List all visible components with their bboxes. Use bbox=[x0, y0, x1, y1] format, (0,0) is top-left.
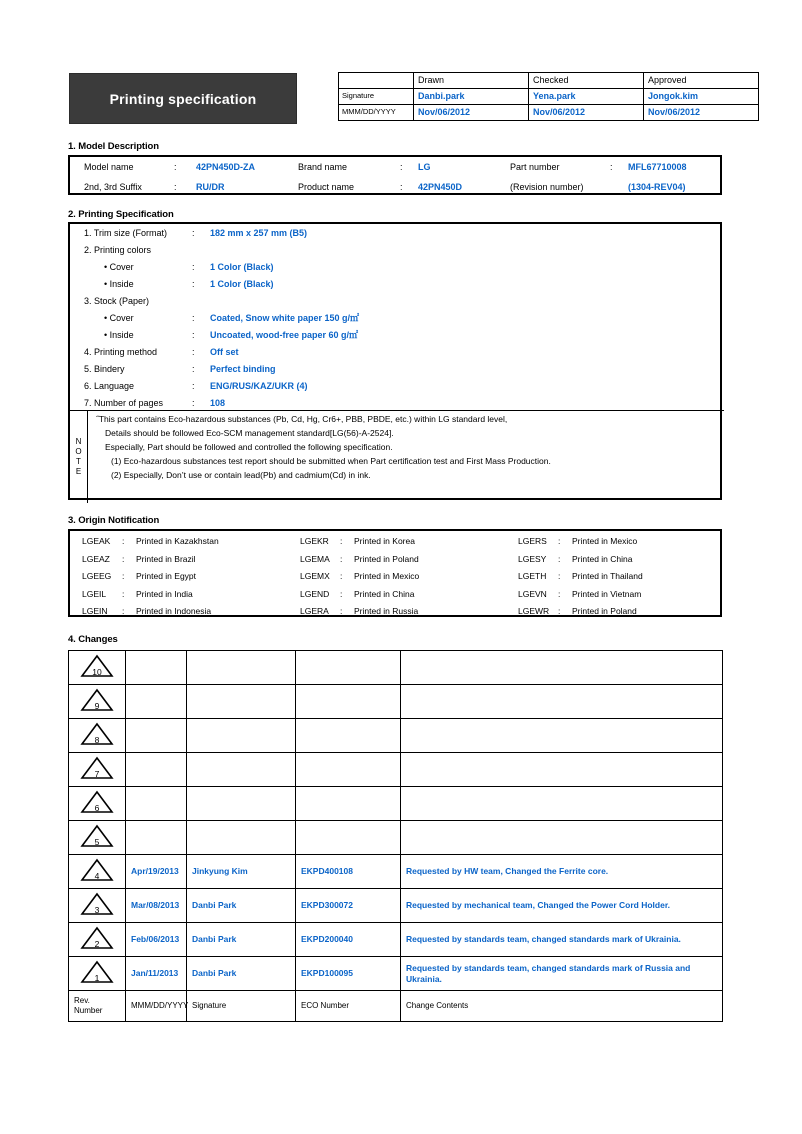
table-row bbox=[69, 855, 723, 889]
spec-label: 1. Trim size (Format) bbox=[84, 227, 168, 238]
spec-row bbox=[70, 241, 724, 258]
section-heading-origin-notification: 3. Origin Notification bbox=[68, 515, 160, 526]
origin-code: LGEEG bbox=[82, 571, 112, 581]
spec-value: Perfect binding bbox=[210, 363, 276, 374]
revision-number: 7 bbox=[94, 768, 100, 779]
origin-entry bbox=[506, 532, 724, 550]
changes-cell-signature bbox=[187, 753, 296, 787]
changes-cell-contents: Requested by standards team, changed standards mark of Russia and Ukrainia. bbox=[401, 957, 723, 991]
table-row bbox=[69, 923, 723, 957]
changes-cell-rev bbox=[69, 957, 126, 991]
origin-code: LGEIL bbox=[82, 588, 107, 599]
origin-code: LGEAK bbox=[82, 536, 111, 546]
changes-footer-row bbox=[69, 991, 723, 1022]
changes-cell-rev bbox=[69, 855, 126, 889]
origin-entry bbox=[288, 567, 506, 585]
changes-cell-eco: EKPD200040 bbox=[296, 923, 401, 957]
model-field-value: RU/DR bbox=[196, 182, 225, 192]
origin-text: Printed in Mexico bbox=[354, 571, 420, 581]
spec-colon: : bbox=[192, 346, 195, 357]
revision-number: 5 bbox=[94, 836, 100, 847]
note-text-body bbox=[88, 411, 724, 503]
changes-cell-signature: Jinkyung Kim bbox=[187, 855, 296, 889]
changes-cell-date bbox=[126, 651, 187, 685]
origin-colon: : bbox=[340, 553, 343, 564]
signature-value: Nov/06/2012 bbox=[529, 105, 644, 121]
changes-cell-rev bbox=[69, 651, 126, 685]
model-field-value: (1304-REV04) bbox=[628, 182, 686, 192]
revision-triangle-icon bbox=[80, 824, 114, 848]
origin-code: LGEMX bbox=[300, 571, 330, 581]
signature-column-header: Drawn bbox=[414, 73, 529, 89]
origin-text: Printed in Brazil bbox=[136, 553, 196, 564]
printing-specification-list bbox=[70, 224, 724, 411]
changes-cell-contents bbox=[401, 685, 723, 719]
revision-triangle-icon bbox=[80, 790, 114, 814]
changes-cell-signature bbox=[187, 787, 296, 821]
origin-entry bbox=[506, 602, 724, 620]
origin-code: LGEND bbox=[300, 588, 330, 599]
origin-code: LGETH bbox=[518, 571, 547, 581]
changes-cell-rev bbox=[69, 719, 126, 753]
section-heading-model-description: 1. Model Description bbox=[68, 141, 159, 152]
origin-entry bbox=[70, 550, 288, 568]
model-field-label: 2nd, 3rd Suffix bbox=[84, 182, 142, 192]
origin-text: Printed in Kazakhstan bbox=[136, 536, 219, 546]
spec-colon: : bbox=[192, 278, 195, 289]
table-row bbox=[69, 889, 723, 923]
spec-label: 3. Stock (Paper) bbox=[84, 295, 150, 306]
spec-label: • Cover bbox=[104, 312, 134, 323]
revision-number: 4 bbox=[94, 870, 100, 881]
spec-value: Off set bbox=[210, 346, 239, 357]
model-field-value: 42PN450D-ZA bbox=[196, 162, 256, 172]
note-line: (2) Especially, Don’t use or contain lead(Pb) and cadmium(Cd) in ink. bbox=[111, 469, 371, 480]
table-row bbox=[69, 787, 723, 821]
spec-colon: : bbox=[192, 329, 195, 340]
revision-number: 6 bbox=[94, 802, 100, 813]
changes-cell-eco bbox=[296, 787, 401, 821]
changes-cell-rev bbox=[69, 685, 126, 719]
changes-cell-contents bbox=[401, 719, 723, 753]
revision-triangle-icon bbox=[80, 654, 114, 678]
model-field-label: Brand name bbox=[298, 162, 348, 172]
origin-colon: : bbox=[340, 536, 343, 546]
revision-triangle-icon bbox=[80, 858, 114, 882]
origin-entry bbox=[70, 567, 288, 585]
page-title: Printing specification bbox=[109, 90, 257, 107]
signature-column-header bbox=[339, 73, 414, 89]
changes-cell-eco: EKPD300072 bbox=[296, 889, 401, 923]
changes-cell-signature bbox=[187, 685, 296, 719]
signature-row-label: Signature bbox=[339, 89, 414, 105]
table-row bbox=[69, 753, 723, 787]
signature-row bbox=[339, 105, 759, 121]
spec-colon: : bbox=[192, 227, 195, 238]
revision-triangle-icon bbox=[80, 756, 114, 780]
changes-cell-eco bbox=[296, 685, 401, 719]
origin-text: Printed in Vietnam bbox=[572, 588, 642, 599]
spec-label: 7. Number of pages bbox=[84, 397, 164, 408]
origin-text: Printed in China bbox=[354, 588, 415, 599]
note-label-letter: N bbox=[75, 437, 82, 446]
changes-footer-contents: Change Contents bbox=[401, 991, 723, 1022]
note-line: Details should be followed Eco-SCM management standard[LG(56)-A-2524]. bbox=[105, 427, 394, 438]
revision-triangle-icon bbox=[80, 926, 114, 950]
changes-cell-eco bbox=[296, 651, 401, 685]
changes-cell-contents: Requested by HW team, Changed the Ferrite core. bbox=[401, 855, 723, 889]
spec-row bbox=[70, 394, 724, 411]
spec-label: • Cover bbox=[104, 261, 134, 272]
document-title-banner bbox=[70, 74, 296, 123]
spec-label: 2. Printing colors bbox=[84, 244, 152, 255]
spec-colon: : bbox=[192, 363, 195, 374]
note-label-letter: E bbox=[75, 467, 82, 476]
table-row bbox=[69, 651, 723, 685]
signature-value: Nov/06/2012 bbox=[644, 105, 759, 121]
spec-value: 1 Color (Black) bbox=[210, 261, 274, 272]
origin-text: Printed in Thailand bbox=[572, 571, 643, 581]
origin-colon: : bbox=[558, 588, 561, 599]
origin-entry bbox=[288, 532, 506, 550]
origin-text: Printed in China bbox=[572, 553, 633, 564]
changes-cell-eco: EKPD100095 bbox=[296, 957, 401, 991]
model-field-colon: : bbox=[610, 162, 613, 172]
signature-column-header: Checked bbox=[529, 73, 644, 89]
changes-cell-signature: Danbi Park bbox=[187, 957, 296, 991]
note-line: ˝This part contains Eco-hazardous substances (Pb, Cd, Hg, Cr6+, PBB, PBDE, etc.) within LG standard level, bbox=[96, 414, 508, 424]
origin-colon: : bbox=[122, 606, 125, 616]
origin-colon: : bbox=[558, 553, 561, 564]
changes-cell-rev bbox=[69, 753, 126, 787]
origin-entry bbox=[70, 602, 288, 620]
spec-row bbox=[70, 292, 724, 309]
origin-text: Printed in Poland bbox=[354, 553, 419, 564]
revision-number: 3 bbox=[94, 904, 100, 915]
changes-cell-contents bbox=[401, 651, 723, 685]
changes-cell-rev bbox=[69, 923, 126, 957]
signature-row bbox=[339, 89, 759, 105]
spec-row bbox=[70, 258, 724, 275]
note-label-letter: O bbox=[75, 447, 82, 456]
spec-label: • Inside bbox=[104, 329, 134, 340]
spec-row bbox=[70, 309, 724, 326]
origin-notification-table bbox=[68, 529, 722, 617]
model-description-table bbox=[68, 155, 722, 195]
revision-number: 9 bbox=[94, 700, 100, 711]
origin-code: LGEIN bbox=[82, 606, 108, 616]
revision-number: 8 bbox=[94, 734, 100, 745]
origin-entry bbox=[288, 550, 506, 568]
changes-cell-rev bbox=[69, 889, 126, 923]
origin-code: LGEAZ bbox=[82, 553, 110, 564]
origin-code: LGEVN bbox=[518, 588, 547, 599]
changes-cell-date bbox=[126, 719, 187, 753]
changes-cell-eco bbox=[296, 821, 401, 855]
model-field-value: 42PN450D bbox=[418, 182, 463, 192]
spec-row bbox=[70, 360, 724, 377]
signature-value: Nov/06/2012 bbox=[414, 105, 529, 121]
changes-cell-date bbox=[126, 787, 187, 821]
origin-colon: : bbox=[340, 588, 343, 599]
changes-cell-contents bbox=[401, 753, 723, 787]
changes-cell-date bbox=[126, 821, 187, 855]
changes-cell-date: Jan/11/2013 bbox=[126, 957, 187, 991]
changes-cell-date bbox=[126, 753, 187, 787]
changes-cell-rev bbox=[69, 821, 126, 855]
origin-entry bbox=[288, 602, 506, 620]
spec-colon: : bbox=[192, 380, 195, 391]
signature-row-label: MMM/DD/YYYY bbox=[339, 105, 414, 121]
spec-colon: : bbox=[192, 397, 195, 408]
origin-code: LGESY bbox=[518, 553, 547, 564]
table-row bbox=[69, 957, 723, 991]
origin-entry bbox=[506, 567, 724, 585]
model-description-row bbox=[70, 157, 720, 177]
signature-value: Yena.park bbox=[529, 89, 644, 105]
model-field-colon: : bbox=[400, 162, 403, 172]
changes-footer-date: MMM/DD/YYYY bbox=[126, 991, 187, 1022]
changes-cell-eco bbox=[296, 753, 401, 787]
spec-row bbox=[70, 377, 724, 394]
origin-text: Printed in Poland bbox=[572, 606, 637, 616]
note-vertical-label bbox=[70, 411, 88, 503]
spec-value: ENG/RUS/KAZ/UKR (4) bbox=[210, 380, 308, 391]
changes-revision-table bbox=[68, 650, 723, 1022]
origin-notification-grid bbox=[70, 531, 724, 619]
model-field-value: MFL67710008 bbox=[628, 162, 687, 172]
signature-header-row bbox=[339, 73, 759, 89]
spec-value: Uncoated, wood-free paper 60 g/㎡ bbox=[210, 330, 359, 340]
changes-cell-date: Feb/06/2013 bbox=[126, 923, 187, 957]
model-field-label: Model name bbox=[84, 162, 134, 172]
model-field-colon: : bbox=[174, 162, 177, 172]
changes-cell-contents: Requested by mechanical team, Changed the Power Cord Holder. bbox=[401, 889, 723, 923]
changes-cell-eco bbox=[296, 719, 401, 753]
model-field-label: Product name bbox=[298, 182, 355, 192]
spec-row bbox=[70, 275, 724, 292]
model-field-colon: : bbox=[174, 182, 177, 192]
changes-cell-date bbox=[126, 685, 187, 719]
table-row bbox=[69, 685, 723, 719]
origin-entry bbox=[506, 550, 724, 568]
changes-cell-signature bbox=[187, 719, 296, 753]
origin-code: LGERS bbox=[518, 536, 547, 546]
changes-cell-signature bbox=[187, 821, 296, 855]
origin-code: LGEWR bbox=[518, 606, 550, 616]
revision-triangle-icon bbox=[80, 960, 114, 984]
changes-cell-date: Apr/19/2013 bbox=[126, 855, 187, 889]
origin-code: LGEKR bbox=[300, 536, 329, 546]
origin-colon: : bbox=[122, 553, 125, 564]
origin-entry bbox=[70, 585, 288, 603]
origin-colon: : bbox=[122, 571, 125, 581]
signature-value: Jongok.kim bbox=[644, 89, 759, 105]
changes-cell-rev bbox=[69, 787, 126, 821]
model-description-row bbox=[70, 177, 720, 197]
changes-cell-contents: Requested by standards team, changed standards mark of Ukrainia. bbox=[401, 923, 723, 957]
spec-label: 4. Printing method bbox=[84, 346, 158, 357]
spec-value: 182 mm x 257 mm (B5) bbox=[210, 227, 308, 238]
origin-entry bbox=[506, 585, 724, 603]
origin-colon: : bbox=[122, 536, 125, 546]
changes-cell-eco: EKPD400108 bbox=[296, 855, 401, 889]
origin-colon: : bbox=[558, 571, 561, 581]
revision-triangle-icon bbox=[80, 722, 114, 746]
revision-number: 2 bbox=[94, 938, 100, 949]
note-block bbox=[70, 410, 724, 502]
changes-cell-date: Mar/08/2013 bbox=[126, 889, 187, 923]
signature-value: Danbi.park bbox=[414, 89, 529, 105]
changes-footer-rev: Rev. Number bbox=[69, 991, 126, 1022]
origin-colon: : bbox=[340, 571, 343, 581]
changes-cell-signature: Danbi Park bbox=[187, 923, 296, 957]
spec-row bbox=[70, 326, 724, 343]
table-row bbox=[69, 719, 723, 753]
spec-row bbox=[70, 343, 724, 360]
changes-footer-eco: ECO Number bbox=[296, 991, 401, 1022]
origin-text: Printed in India bbox=[136, 588, 193, 599]
revision-triangle-icon bbox=[80, 892, 114, 916]
spec-value: 1 Color (Black) bbox=[210, 278, 274, 289]
spec-label: 5. Bindery bbox=[84, 363, 125, 374]
origin-text: Printed in Indonesia bbox=[136, 606, 212, 616]
spec-label: • Inside bbox=[104, 278, 134, 289]
approval-signature-table bbox=[338, 72, 759, 121]
origin-code: LGERA bbox=[300, 606, 329, 616]
origin-text: Printed in Mexico bbox=[572, 536, 638, 546]
note-line: (1) Eco-hazardous substances test report should be submitted when Part certification test and First Mass Production. bbox=[111, 455, 551, 466]
changes-cell-signature: Danbi Park bbox=[187, 889, 296, 923]
printing-specification-table bbox=[68, 222, 722, 500]
origin-colon: : bbox=[340, 606, 343, 616]
spec-label: 6. Language bbox=[84, 380, 135, 391]
section-heading-printing-specification: 2. Printing Specification bbox=[68, 209, 174, 220]
origin-code: LGEMA bbox=[300, 553, 330, 564]
section-heading-changes: 4. Changes bbox=[68, 634, 118, 645]
origin-entry bbox=[288, 585, 506, 603]
spec-value: 108 bbox=[210, 397, 226, 408]
origin-entry bbox=[70, 532, 288, 550]
origin-text: Printed in Egypt bbox=[136, 571, 197, 581]
model-field-colon: : bbox=[400, 182, 403, 192]
origin-colon: : bbox=[122, 588, 125, 599]
origin-text: Printed in Russia bbox=[354, 606, 419, 616]
changes-cell-signature bbox=[187, 651, 296, 685]
revision-number: 10 bbox=[92, 666, 102, 677]
spec-value: Coated, Snow white paper 150 g/㎡ bbox=[210, 313, 360, 323]
revision-triangle-icon bbox=[80, 688, 114, 712]
origin-text: Printed in Korea bbox=[354, 536, 415, 546]
revision-number: 1 bbox=[94, 972, 100, 983]
changes-cell-contents bbox=[401, 787, 723, 821]
changes-table-wrap bbox=[68, 650, 722, 1022]
model-field-label: Part number bbox=[510, 162, 560, 172]
spec-colon: : bbox=[192, 261, 195, 272]
model-field-label: (Revision number) bbox=[510, 182, 584, 192]
origin-colon: : bbox=[558, 606, 561, 616]
origin-colon: : bbox=[558, 536, 561, 546]
note-line: Especially, Part should be followed and controlled the following specification. bbox=[105, 441, 393, 452]
table-row bbox=[69, 821, 723, 855]
signature-column-header: Approved bbox=[644, 73, 759, 89]
spec-row bbox=[70, 224, 724, 241]
changes-cell-contents bbox=[401, 821, 723, 855]
spec-colon: : bbox=[192, 312, 195, 323]
note-label-letter: T bbox=[76, 457, 81, 466]
model-field-value: LG bbox=[418, 162, 431, 172]
changes-footer-signature: Signature bbox=[187, 991, 296, 1022]
